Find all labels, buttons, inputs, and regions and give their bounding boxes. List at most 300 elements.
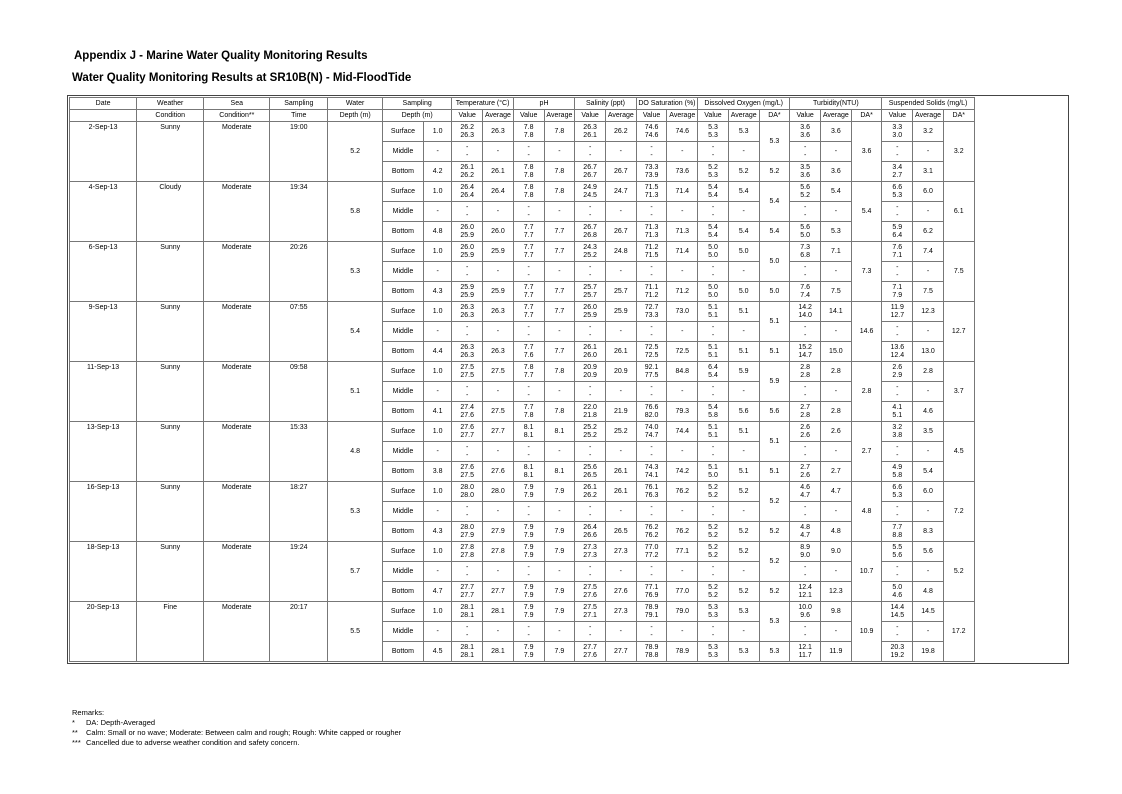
header-salinity: Salinity (ppt) (575, 98, 636, 110)
turbidity-value-cell-reading: 5.2 (800, 191, 810, 199)
dissolved-oxygen-value-cell-reading: 5.0 (708, 291, 718, 299)
dissolved-oxygen-average-cell: 5.2 (728, 582, 759, 602)
do-saturation-value-cell (636, 542, 667, 562)
suspended-solids-average-cell: 3.1 (913, 162, 944, 182)
do-saturation-average-cell: 76.2 (667, 482, 698, 502)
turbidity-value-cell (790, 502, 821, 522)
do-saturation-value-cell (636, 462, 667, 482)
temperature-value-cell-reading: - (466, 451, 469, 459)
turbidity-value-cell-reading: 3.6 (800, 171, 810, 179)
suspended-solids-average-cell: 6.0 (913, 182, 944, 202)
turbidity-da-cell: 4.8 (851, 482, 882, 542)
salinity-value-cell-reading: 27.6 (583, 591, 597, 599)
do-saturation-value-cell (636, 402, 667, 422)
dissolved-oxygen-average-cell: - (728, 262, 759, 282)
ph-value-cell (513, 622, 544, 642)
temperature-value-cell (452, 322, 483, 342)
dissolved-oxygen-average-cell: 5.1 (728, 342, 759, 362)
do-saturation-value-cell-reading: 71.3 (644, 191, 659, 199)
temperature-value-cell (452, 642, 483, 662)
ph-value-cell-reading: 7.9 (523, 483, 534, 491)
temperature-value-cell (452, 362, 483, 382)
dissolved-oxygen-value-cell-reading: - (711, 331, 715, 339)
temperature-average-cell: 27.8 (483, 542, 514, 562)
salinity-value-cell (575, 222, 606, 242)
dissolved-oxygen-average-cell: 5.2 (728, 162, 759, 182)
turbidity-average-cell: 3.6 (821, 122, 852, 142)
sampling-level-cell: Bottom (382, 282, 423, 302)
salinity-average-cell: 24.8 (605, 242, 636, 262)
suspended-solids-value-cell (882, 422, 913, 442)
dissolved-oxygen-value-cell-reading: 5.4 (708, 223, 718, 231)
turbidity-average-cell: 2.7 (821, 462, 852, 482)
temperature-value-cell (452, 382, 483, 402)
dissolved-oxygen-da-cell: 5.2 (759, 582, 790, 602)
dissolved-oxygen-value-cell-reading: 5.3 (708, 643, 718, 651)
dissolved-oxygen-value-cell-reading: - (711, 623, 715, 631)
do-saturation-value-cell-reading: 92.1 (644, 363, 659, 371)
dissolved-oxygen-value-cell (698, 582, 729, 602)
suspended-solids-value-cell-reading: 7.9 (892, 291, 903, 299)
ph-average-cell: 7.9 (544, 522, 575, 542)
date-cell: 6-Sep-13 (70, 242, 137, 302)
temperature-value-cell-reading: 26.3 (460, 311, 475, 319)
ph-value-cell-reading: - (527, 211, 530, 219)
turbidity-value-cell-reading: - (803, 263, 807, 271)
salinity-average-cell: 27.3 (605, 542, 636, 562)
temperature-value-cell (452, 502, 483, 522)
temperature-average-cell: 27.5 (483, 402, 514, 422)
suspended-solids-value-cell (882, 502, 913, 522)
sampling-time-cell: 07:55 (270, 302, 328, 362)
sea-condition-cell: Moderate (204, 182, 270, 242)
header-temperature: Temperature (°C) (452, 98, 513, 110)
header-turbidity: Turbidity(NTU) (790, 98, 882, 110)
sampling-time-cell: 09:58 (270, 362, 328, 422)
dissolved-oxygen-value-cell-reading: 5.0 (708, 243, 718, 251)
sampling-level-cell: Middle (382, 142, 423, 162)
header-da: DA* (851, 110, 882, 122)
ph-average-cell: 8.1 (544, 462, 575, 482)
suspended-solids-average-cell: 5.4 (913, 462, 944, 482)
suspended-solids-average-cell: 7.4 (913, 242, 944, 262)
do-saturation-value-cell-reading: - (650, 391, 653, 399)
suspended-solids-value-cell-reading: 7.6 (892, 243, 903, 251)
suspended-solids-average-cell: - (913, 262, 944, 282)
dissolved-oxygen-value-cell-reading: 5.2 (708, 491, 718, 499)
salinity-value-cell-reading: - (588, 203, 592, 211)
suspended-solids-average-cell: - (913, 502, 944, 522)
header-row-1 (70, 98, 1067, 110)
suspended-solids-average-cell: 2.8 (913, 362, 944, 382)
do-saturation-value-cell-reading: 74.3 (644, 463, 659, 471)
sampling-level-cell: Bottom (382, 162, 423, 182)
dissolved-oxygen-average-cell: 5.2 (728, 482, 759, 502)
dissolved-oxygen-value-cell-reading: - (711, 511, 715, 519)
suspended-solids-value-cell-reading: 8.8 (892, 531, 903, 539)
suspended-solids-average-cell: 12.3 (913, 302, 944, 322)
salinity-value-cell-reading: 26.2 (583, 491, 597, 499)
temperature-value-cell-reading: 28.1 (460, 651, 475, 659)
sampling-time-cell: 19:34 (270, 182, 328, 242)
do-saturation-value-cell-reading: 79.1 (644, 611, 659, 619)
dissolved-oxygen-value-cell-reading: 5.4 (708, 403, 718, 411)
salinity-value-cell (575, 362, 606, 382)
turbidity-value-cell-reading: 2.7 (800, 403, 810, 411)
ph-average-cell: - (544, 382, 575, 402)
remarks-title: Remarks: (72, 708, 105, 717)
dissolved-oxygen-da-cell: 5.2 (759, 482, 790, 522)
turbidity-value-cell-reading: - (803, 271, 807, 279)
sampling-level-cell: Surface (382, 302, 423, 322)
header-value: Value (513, 110, 544, 122)
dissolved-oxygen-value-cell (698, 142, 729, 162)
suspended-solids-average-cell: 3.2 (913, 122, 944, 142)
temperature-average-cell: - (483, 382, 514, 402)
dissolved-oxygen-average-cell: - (728, 502, 759, 522)
header-average: Average (544, 110, 575, 122)
salinity-value-cell (575, 582, 606, 602)
salinity-value-cell-reading: 26.8 (583, 231, 597, 239)
temperature-average-cell: 28.1 (483, 602, 514, 622)
salinity-value-cell-reading: - (588, 503, 592, 511)
salinity-value-cell (575, 142, 606, 162)
turbidity-value-cell-reading: 14.0 (798, 311, 812, 319)
header-value: Value (636, 110, 667, 122)
do-saturation-average-cell: - (667, 442, 698, 462)
suspended-solids-value-cell-reading: - (896, 383, 899, 391)
do-saturation-value-cell-reading: - (650, 203, 653, 211)
ph-value-cell (513, 262, 544, 282)
water-depth-cell: 5.7 (328, 542, 383, 602)
temperature-value-cell (452, 182, 483, 202)
ph-value-cell (513, 602, 544, 622)
do-saturation-value-cell-reading: 73.9 (644, 171, 659, 179)
turbidity-value-cell-reading: 14.2 (798, 303, 812, 311)
sampling-level-cell: Middle (382, 262, 423, 282)
sampling-depth-cell: - (423, 502, 451, 522)
header-sea: Sea (204, 98, 270, 110)
turbidity-value-cell (790, 582, 821, 602)
turbidity-value-cell-reading: 12.1 (798, 591, 812, 599)
do-saturation-value-cell-reading: - (650, 563, 653, 571)
ph-average-cell: 7.9 (544, 582, 575, 602)
suspended-solids-value-cell (882, 562, 913, 582)
do-saturation-value-cell (636, 162, 667, 182)
temperature-average-cell: 26.0 (483, 222, 514, 242)
temperature-value-cell-reading: 25.9 (460, 251, 475, 259)
remark-mark: ** (72, 728, 78, 737)
suspended-solids-average-cell: 19.8 (913, 642, 944, 662)
turbidity-average-cell: 5.3 (821, 222, 852, 242)
do-saturation-value-cell (636, 362, 667, 382)
dissolved-oxygen-average-cell: 5.3 (728, 642, 759, 662)
salinity-value-cell (575, 482, 606, 502)
dissolved-oxygen-average-cell: 5.2 (728, 522, 759, 542)
salinity-value-cell-reading: - (588, 143, 592, 151)
turbidity-value-cell-reading: 2.6 (800, 431, 810, 439)
salinity-average-cell: 26.7 (605, 162, 636, 182)
sea-condition-cell: Moderate (204, 602, 270, 662)
weather-cell: Sunny (137, 122, 204, 182)
dissolved-oxygen-value-cell-reading: 5.3 (708, 651, 718, 659)
do-saturation-value-cell-reading: 82.0 (644, 411, 659, 419)
do-saturation-average-cell: - (667, 202, 698, 222)
do-saturation-average-cell: - (667, 562, 698, 582)
do-saturation-value-cell-reading: 78.9 (644, 643, 659, 651)
turbidity-value-cell-reading: - (803, 383, 807, 391)
do-saturation-value-cell-reading: - (650, 143, 653, 151)
suspended-solids-value-cell-reading: 5.1 (892, 411, 903, 419)
salinity-average-cell: 21.9 (605, 402, 636, 422)
salinity-value-cell (575, 382, 606, 402)
ph-value-cell-reading: - (527, 511, 530, 519)
do-saturation-value-cell-reading: - (650, 271, 653, 279)
turbidity-da-cell: 10.7 (851, 542, 882, 602)
sampling-time-cell: 19:24 (270, 542, 328, 602)
temperature-value-cell-reading: - (466, 263, 469, 271)
ph-value-cell-reading: 7.7 (523, 311, 534, 319)
salinity-value-cell (575, 322, 606, 342)
salinity-value-cell (575, 642, 606, 662)
dissolved-oxygen-value-cell-reading: 5.1 (708, 351, 718, 359)
salinity-value-cell (575, 162, 606, 182)
ph-value-cell-reading: 7.8 (523, 411, 534, 419)
suspended-solids-value-cell-reading: 11.9 (890, 303, 904, 311)
table-row (70, 482, 1067, 502)
do-saturation-value-cell (636, 642, 667, 662)
sampling-level-cell: Bottom (382, 222, 423, 242)
temperature-value-cell (452, 422, 483, 442)
suspended-solids-value-cell (882, 462, 913, 482)
temperature-value-cell-reading: 27.7 (460, 591, 475, 599)
dissolved-oxygen-value-cell-reading: 5.2 (708, 543, 718, 551)
do-saturation-average-cell: - (667, 322, 698, 342)
header-da: DA* (943, 110, 974, 122)
do-saturation-value-cell (636, 522, 667, 542)
do-saturation-value-cell-reading: 74.6 (644, 131, 659, 139)
weather-cell: Sunny (137, 482, 204, 542)
turbidity-value-cell-reading: 6.8 (800, 251, 810, 259)
remark-item (72, 738, 401, 748)
suspended-solids-da-cell: 5.2 (943, 542, 974, 602)
temperature-value-cell-reading: 26.4 (460, 183, 475, 191)
header-weather-sub: Condition (137, 110, 204, 122)
turbidity-value-cell (790, 222, 821, 242)
turbidity-value-cell-reading: - (803, 503, 807, 511)
ph-average-cell: 7.7 (544, 342, 575, 362)
temperature-average-cell: - (483, 142, 514, 162)
turbidity-average-cell: - (821, 382, 852, 402)
dissolved-oxygen-value-cell (698, 422, 729, 442)
do-saturation-value-cell-reading: - (650, 503, 653, 511)
sampling-depth-cell: 4.2 (423, 162, 451, 182)
dissolved-oxygen-value-cell-reading: 5.4 (708, 183, 718, 191)
salinity-value-cell-reading: 21.8 (583, 411, 597, 419)
sampling-level-cell: Middle (382, 562, 423, 582)
dissolved-oxygen-average-cell: 5.1 (728, 422, 759, 442)
dissolved-oxygen-value-cell (698, 122, 729, 142)
suspended-solids-da-cell: 3.2 (943, 122, 974, 182)
ph-value-cell-reading: 7.9 (523, 591, 534, 599)
suspended-solids-da-cell: 17.2 (943, 602, 974, 662)
suspended-solids-value-cell-reading: 5.3 (892, 491, 903, 499)
weather-cell: Sunny (137, 422, 204, 482)
table-row (70, 302, 1067, 322)
dissolved-oxygen-average-cell: 5.2 (728, 542, 759, 562)
sampling-depth-cell: - (423, 442, 451, 462)
temperature-value-cell-reading: - (466, 391, 469, 399)
turbidity-value-cell-reading: - (803, 151, 807, 159)
sampling-depth-cell: 4.3 (423, 282, 451, 302)
sampling-time-cell: 20:26 (270, 242, 328, 302)
do-saturation-value-cell-reading: 76.2 (644, 523, 659, 531)
table-row (70, 242, 1067, 262)
salinity-value-cell-reading: 26.7 (583, 163, 597, 171)
dissolved-oxygen-value-cell-reading: 5.2 (708, 591, 718, 599)
dissolved-oxygen-value-cell (698, 382, 729, 402)
temperature-value-cell-reading: 28.0 (460, 483, 475, 491)
salinity-value-cell (575, 562, 606, 582)
dissolved-oxygen-da-cell: 5.4 (759, 182, 790, 222)
temperature-value-cell-reading: 26.3 (460, 303, 475, 311)
turbidity-value-cell (790, 642, 821, 662)
salinity-average-cell: - (605, 502, 636, 522)
sampling-level-cell: Bottom (382, 342, 423, 362)
sampling-depth-cell: 1.0 (423, 122, 451, 142)
remark-text: DA: Depth-Averaged (86, 718, 156, 727)
salinity-value-cell-reading: - (588, 383, 592, 391)
ph-value-cell-reading: 7.9 (523, 551, 534, 559)
dissolved-oxygen-value-cell (698, 182, 729, 202)
temperature-value-cell (452, 602, 483, 622)
salinity-value-cell (575, 202, 606, 222)
salinity-value-cell-reading: - (588, 623, 592, 631)
sampling-depth-cell: 1.0 (423, 302, 451, 322)
turbidity-value-cell (790, 262, 821, 282)
turbidity-value-cell (790, 322, 821, 342)
dissolved-oxygen-value-cell-reading: 5.2 (708, 483, 718, 491)
do-saturation-value-cell (636, 582, 667, 602)
salinity-value-cell (575, 602, 606, 622)
suspended-solids-value-cell-reading: - (896, 143, 899, 151)
ph-value-cell-reading: 7.7 (523, 303, 534, 311)
turbidity-value-cell (790, 402, 821, 422)
turbidity-value-cell-reading: 5.6 (800, 183, 810, 191)
salinity-value-cell-reading: 24.5 (583, 191, 597, 199)
ph-value-cell-reading: 7.9 (523, 583, 534, 591)
do-saturation-average-cell: 77.0 (667, 582, 698, 602)
do-saturation-value-cell (636, 442, 667, 462)
turbidity-average-cell: 2.8 (821, 402, 852, 422)
sampling-level-cell: Bottom (382, 642, 423, 662)
do-saturation-value-cell-reading: - (650, 451, 653, 459)
do-saturation-value-cell (636, 262, 667, 282)
ph-average-cell: 7.7 (544, 302, 575, 322)
dissolved-oxygen-value-cell (698, 202, 729, 222)
suspended-solids-value-cell-reading: 7.1 (892, 283, 903, 291)
salinity-value-cell (575, 402, 606, 422)
remark-text: Cancelled due to adverse weather condition and safety concern. (86, 738, 300, 747)
salinity-value-cell-reading: 27.3 (583, 551, 597, 559)
do-saturation-value-cell-reading: - (650, 263, 653, 271)
suspended-solids-da-cell: 7.5 (943, 242, 974, 302)
suspended-solids-value-cell-reading: 2.7 (892, 171, 903, 179)
turbidity-average-cell: 3.6 (821, 162, 852, 182)
dissolved-oxygen-value-cell-reading: 5.2 (708, 523, 718, 531)
turbidity-value-cell (790, 542, 821, 562)
salinity-value-cell (575, 282, 606, 302)
suspended-solids-average-cell: 4.8 (913, 582, 944, 602)
do-saturation-value-cell (636, 182, 667, 202)
ph-value-cell (513, 442, 544, 462)
turbidity-value-cell-reading: 14.7 (798, 351, 812, 359)
do-saturation-value-cell-reading: 74.1 (644, 471, 659, 479)
dissolved-oxygen-value-cell (698, 562, 729, 582)
turbidity-value-cell-reading: 4.8 (800, 523, 810, 531)
temperature-average-cell: 26.3 (483, 302, 514, 322)
do-saturation-value-cell-reading: 78.8 (644, 651, 659, 659)
suspended-solids-value-cell-reading: - (896, 151, 899, 159)
suspended-solids-average-cell: 4.6 (913, 402, 944, 422)
salinity-value-cell (575, 182, 606, 202)
temperature-value-cell (452, 222, 483, 242)
salinity-value-cell-reading: 26.6 (583, 531, 597, 539)
dissolved-oxygen-value-cell (698, 342, 729, 362)
turbidity-value-cell (790, 162, 821, 182)
header-value: Value (575, 110, 606, 122)
dissolved-oxygen-da-cell: 5.0 (759, 242, 790, 282)
dissolved-oxygen-value-cell-reading: - (711, 323, 715, 331)
ph-value-cell-reading: 7.8 (523, 131, 534, 139)
do-saturation-value-cell-reading: 74.7 (644, 431, 659, 439)
suspended-solids-average-cell: - (913, 562, 944, 582)
ph-value-cell (513, 362, 544, 382)
turbidity-value-cell-reading: - (803, 211, 807, 219)
turbidity-da-cell: 5.4 (851, 182, 882, 242)
ph-value-cell-reading: 7.7 (523, 371, 534, 379)
temperature-average-cell: 28.1 (483, 642, 514, 662)
suspended-solids-value-cell-reading: - (896, 511, 899, 519)
suspended-solids-value-cell (882, 622, 913, 642)
suspended-solids-value-cell-reading: - (896, 323, 899, 331)
weather-cell: Fine (137, 602, 204, 662)
suspended-solids-value-cell (882, 242, 913, 262)
salinity-value-cell-reading: 25.7 (583, 291, 597, 299)
do-saturation-value-cell-reading: 73.3 (644, 163, 659, 171)
do-saturation-value-cell-reading: - (650, 511, 653, 519)
suspended-solids-value-cell-reading: - (896, 391, 899, 399)
dissolved-oxygen-average-cell: 5.1 (728, 302, 759, 322)
ph-value-cell (513, 482, 544, 502)
table-row (70, 122, 1067, 142)
do-saturation-value-cell-reading: 71.2 (644, 243, 659, 251)
ph-average-cell: 7.8 (544, 122, 575, 142)
salinity-value-cell (575, 122, 606, 142)
ph-value-cell-reading: 7.7 (523, 223, 534, 231)
temperature-value-cell-reading: - (466, 503, 469, 511)
dissolved-oxygen-average-cell: - (728, 382, 759, 402)
turbidity-average-cell: 9.8 (821, 602, 852, 622)
temperature-value-cell-reading: 27.6 (460, 423, 475, 431)
date-cell: 11-Sep-13 (70, 362, 137, 422)
dissolved-oxygen-value-cell-reading: 5.3 (708, 131, 718, 139)
header-value: Value (452, 110, 483, 122)
salinity-average-cell: 26.1 (605, 342, 636, 362)
sea-condition-cell: Moderate (204, 542, 270, 602)
ph-value-cell-reading: 7.9 (523, 523, 534, 531)
sampling-level-cell: Surface (382, 122, 423, 142)
